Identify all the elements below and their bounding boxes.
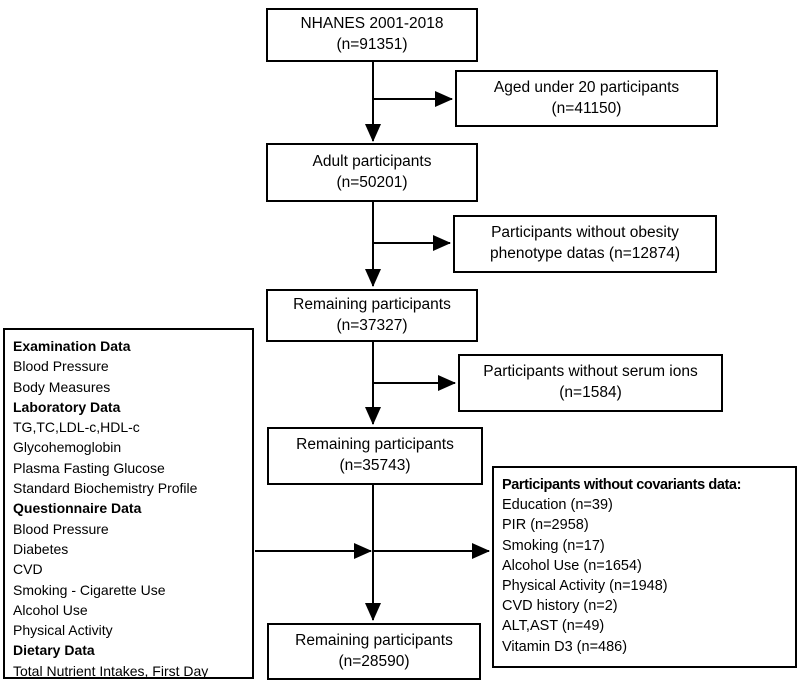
data-sources-item: CVD: [13, 561, 43, 578]
box-aged-under-20-title: Aged under 20 participants: [493, 78, 680, 96]
data-sources-item: Total Nutrient Intakes, First Day: [13, 662, 209, 679]
box-remaining-after-obesity: [266, 289, 478, 342]
box-no-obesity-line2: phenotype datas (n=12874): [489, 245, 681, 262]
box-no-obesity-phenotype: [453, 215, 717, 273]
box-no-serum-ions: [458, 354, 723, 412]
box-adult-title: Adult participants: [312, 152, 432, 170]
data-sources-item: Diabetes: [13, 540, 69, 557]
box-remaining-final-title: Remaining participants: [295, 631, 453, 649]
covariates-item: PIR (n=2958): [502, 517, 589, 534]
covariates-item: Alcohol Use (n=1654): [502, 557, 642, 574]
data-sources-item: Physical Activity: [13, 622, 113, 639]
data-sources-item: TG,TC,LDL-c,HDL-c: [13, 419, 140, 436]
data-sources-item: Body Measures: [13, 378, 111, 395]
data-sources-header-dietary: Dietary Data: [13, 642, 95, 659]
covariates-title: Participants without covariants data:: [502, 477, 741, 493]
data-sources-item: Blood Pressure: [13, 358, 109, 375]
data-sources-item: Plasma Fasting Glucose: [13, 459, 165, 476]
box-remaining-after-serum: [267, 427, 483, 485]
data-sources-item: Blood Pressure: [13, 520, 109, 537]
covariates-item: CVD history (n=2): [502, 598, 618, 615]
box-aged-under-20-count: (n=41150): [551, 99, 622, 117]
covariates-item: Education (n=39): [502, 497, 613, 514]
box-remaining-final-count: (n=28590): [338, 652, 410, 670]
box-remaining1-count: (n=37327): [336, 316, 408, 334]
data-sources-header-examination: Examination Data: [13, 338, 131, 354]
covariates-item: Vitamin D3 (n=486): [502, 638, 628, 655]
box-no-serum-ions-count: (n=1584): [559, 384, 622, 401]
data-sources-item: Alcohol Use: [13, 601, 88, 618]
box-remaining-final: [267, 623, 481, 680]
box-no-serum-ions-title: Participants without serum ions: [483, 363, 698, 381]
data-sources-header-laboratory: Laboratory Data: [13, 398, 121, 415]
box-adult-count: (n=50201): [336, 173, 408, 191]
box-nhanes-count: (n=91351): [336, 36, 408, 53]
data-sources-header-questionnaire: Questionnaire Data: [13, 500, 142, 517]
box-data-sources: [3, 328, 254, 679]
data-sources-item: Glycohemoglobin: [13, 439, 122, 456]
covariates-item: Smoking (n=17): [502, 537, 605, 554]
covariates-item: ALT,AST (n=49): [502, 618, 605, 635]
box-nhanes-title: NHANES 2001-2018: [300, 15, 444, 33]
box-nhanes: [266, 8, 478, 62]
box-remaining1-title: Remaining participants: [293, 295, 451, 313]
box-missing-covariates: [492, 466, 797, 668]
data-sources-item: Standard Biochemistry Profile: [13, 480, 198, 497]
box-no-obesity-line1: Participants without obesity: [491, 224, 679, 242]
box-remaining2-count: (n=35743): [339, 457, 411, 474]
data-sources-item: Smoking - Cigarette Use: [13, 581, 166, 598]
box-adult-participants: [266, 143, 478, 202]
box-aged-under-20: [455, 70, 718, 127]
box-remaining2-title: Remaining participants: [296, 436, 454, 454]
covariates-item: Physical Activity (n=1948): [502, 578, 668, 595]
